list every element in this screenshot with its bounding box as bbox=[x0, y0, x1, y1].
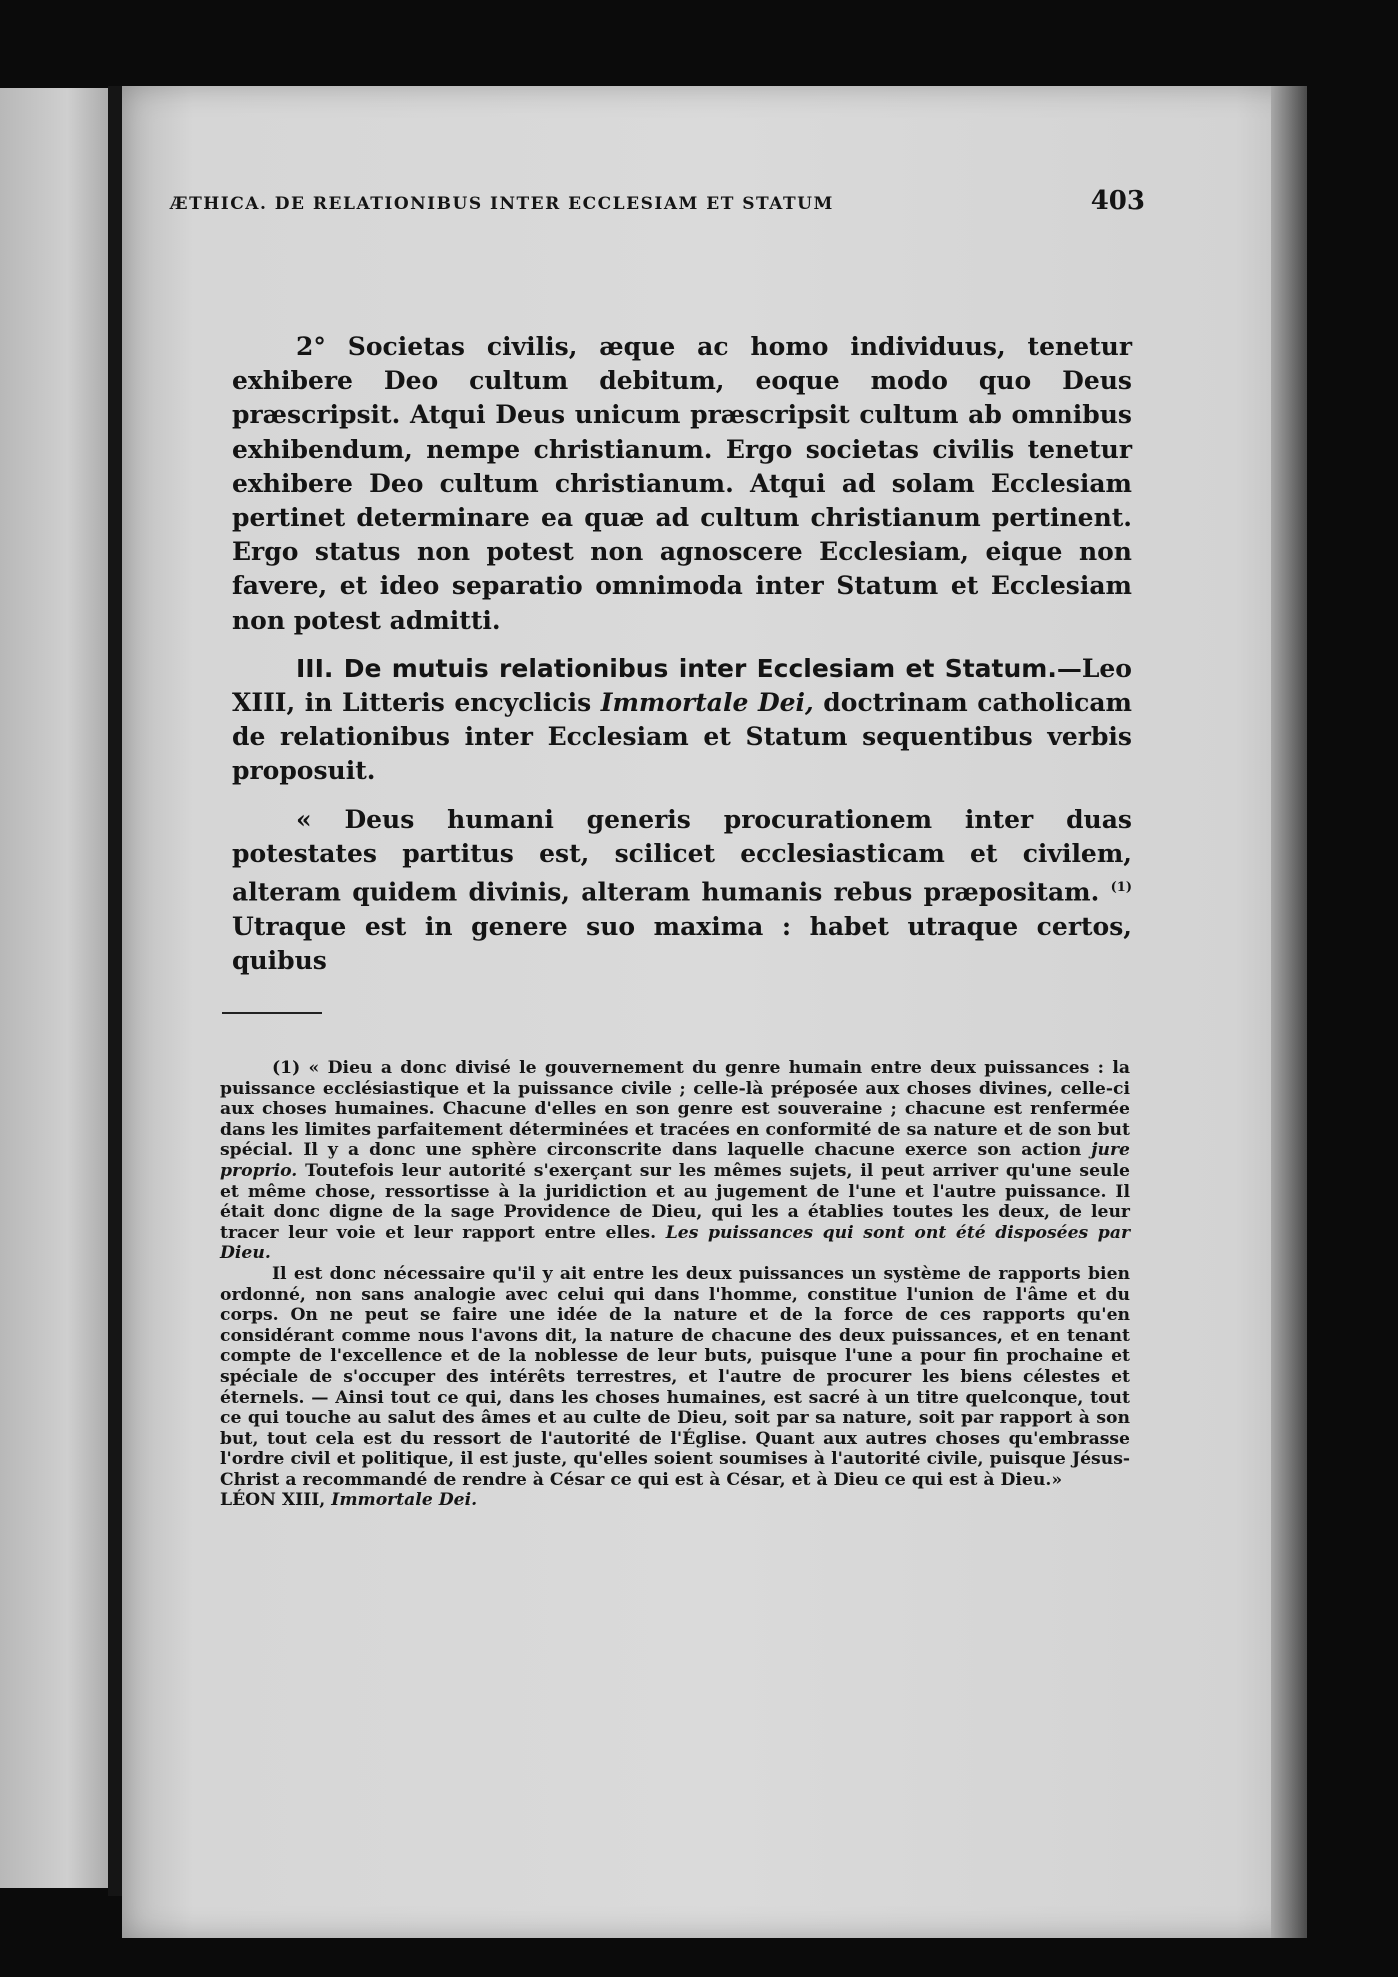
encyclical-title: Immortale Dei, bbox=[600, 688, 814, 718]
footnote-block bbox=[220, 1058, 1130, 1511]
footnote-ref: (1) bbox=[1110, 880, 1132, 896]
page-number: 403 bbox=[1090, 186, 1145, 216]
paragraph-argument: 2° Societas civilis, æque ac homo individuus, tenetur exhibere Deo cultum debitum, eoque modo quo Deus præscripsit. Atqui Deus unicum præscripsit cultum ab omnibus exhibendum, nempe christianum. Ergo societas civilis tenetur exhibere Deo cultum christianum. Atqui ad solam Ecclesiam pertinet determinare ea quæ ad cultum christianum pertinent. Ergo status non potest non agnoscere Ecclesiam, eique non favere, et ideo separatio omnimoda inter Statum et Ecclesiam non potest admitti. bbox=[232, 332, 1132, 635]
paragraph-quotation: « Deus humani generis procurationem inter duas potestates partitus est, scilicet ecclesiasticam et civilem, alteram quidem divinis, alteram humanis rebus præpositam. $^{(1)}$ Utraque est in genere suo maxima : habet utraque certos, quibus bbox=[232, 804, 1132, 975]
section-heading: III. De mutuis relationibus inter Ecclesiam et Statum. bbox=[296, 653, 1057, 683]
running-head bbox=[170, 186, 1145, 226]
footnote-signature: LÉON XIII, Immortale Dei. bbox=[220, 1490, 478, 1511]
page-stack-edge bbox=[1271, 86, 1307, 1938]
facing-page-edge bbox=[0, 88, 112, 1888]
main-text bbox=[232, 330, 1132, 978]
paragraph-section-iii: III. De mutuis relationibus inter Ecclesiam et Statum.—Leo XIII, in Litteris encyclicis Immortale Dei, doctrinam catholicam de relationibus inter Ecclesiam et Statum sequentibus verbis proposuit. bbox=[232, 653, 1132, 786]
footnote-paragraph-2: Il est donc nécessaire qu'il y ait entre les deux puissances un système de rapports bien ordonné, non sans analogie avec celui qui dans l'homme, constitue l'union de l'âme et du corps. On ne peut se faire une idée de la nature et de la force de ces rapports qu'en considérant comme nous l'avons dit, la nature de chacune des deux puissances, et en tenant compte de l'excellence et de la noblesse de leur buts, puisque l'une a pour fin prochaine et spéciale de s'occuper des intérêts terrestres, et l'autre de procurer les biens célestes et éternels. — Ainsi tout ce qui, dans les choses humaines, est sacré à un titre quelconque, tout ce qui touche au salut des âmes et au culte de Dieu, soit par sa nature, soit par rapport à son but, tout cela est du ressort de l'autorité de l'Église. Quant aux autres choses qu'embrasse l'ordre civil et politique, il est juste, qu'elles soient soumises à l'autorité civile, puisque Jésus-Christ a recommandé de rendre à César ce qui est à César, et à Dieu ce qui est à Dieu.» bbox=[220, 1263, 1130, 1490]
running-head-title: ÆTHICA. DE RELATIONIBUS INTER ECCLESIAM ET STATUM bbox=[170, 194, 834, 214]
footnote-paragraph-1: (1) « Dieu a donc divisé le gouvernement du genre humain entre deux puissances : la puissance ecclésiastique et la puissance civile ; celle-là préposée aux choses divines, celle-ci aux choses humaines. Chacune d'elles en son genre est souveraine ; chacune est renfermée dans les limites parfaitement déterminées et tracées en conformité de sa nature et de son but spécial. Il y a donc une sphère circonscrite dans laquelle chacune exerce son action jure proprio. Toutefois leur autorité s'exerçant sur les mêmes sujets, il peut arriver qu'une seule et même chose, ressortisse à la juridiction et au jugement de l'une et l'autre puissance. Il était donc digne de la sage Providence de Dieu, qui les a établies toutes les deux, de leur tracer leur voie et leur rapport entre elles. Les puissances qui sont ont été disposées par Dieu. bbox=[220, 1058, 1131, 1264]
book-gutter bbox=[108, 86, 122, 1896]
footnote-separator bbox=[222, 1012, 322, 1014]
